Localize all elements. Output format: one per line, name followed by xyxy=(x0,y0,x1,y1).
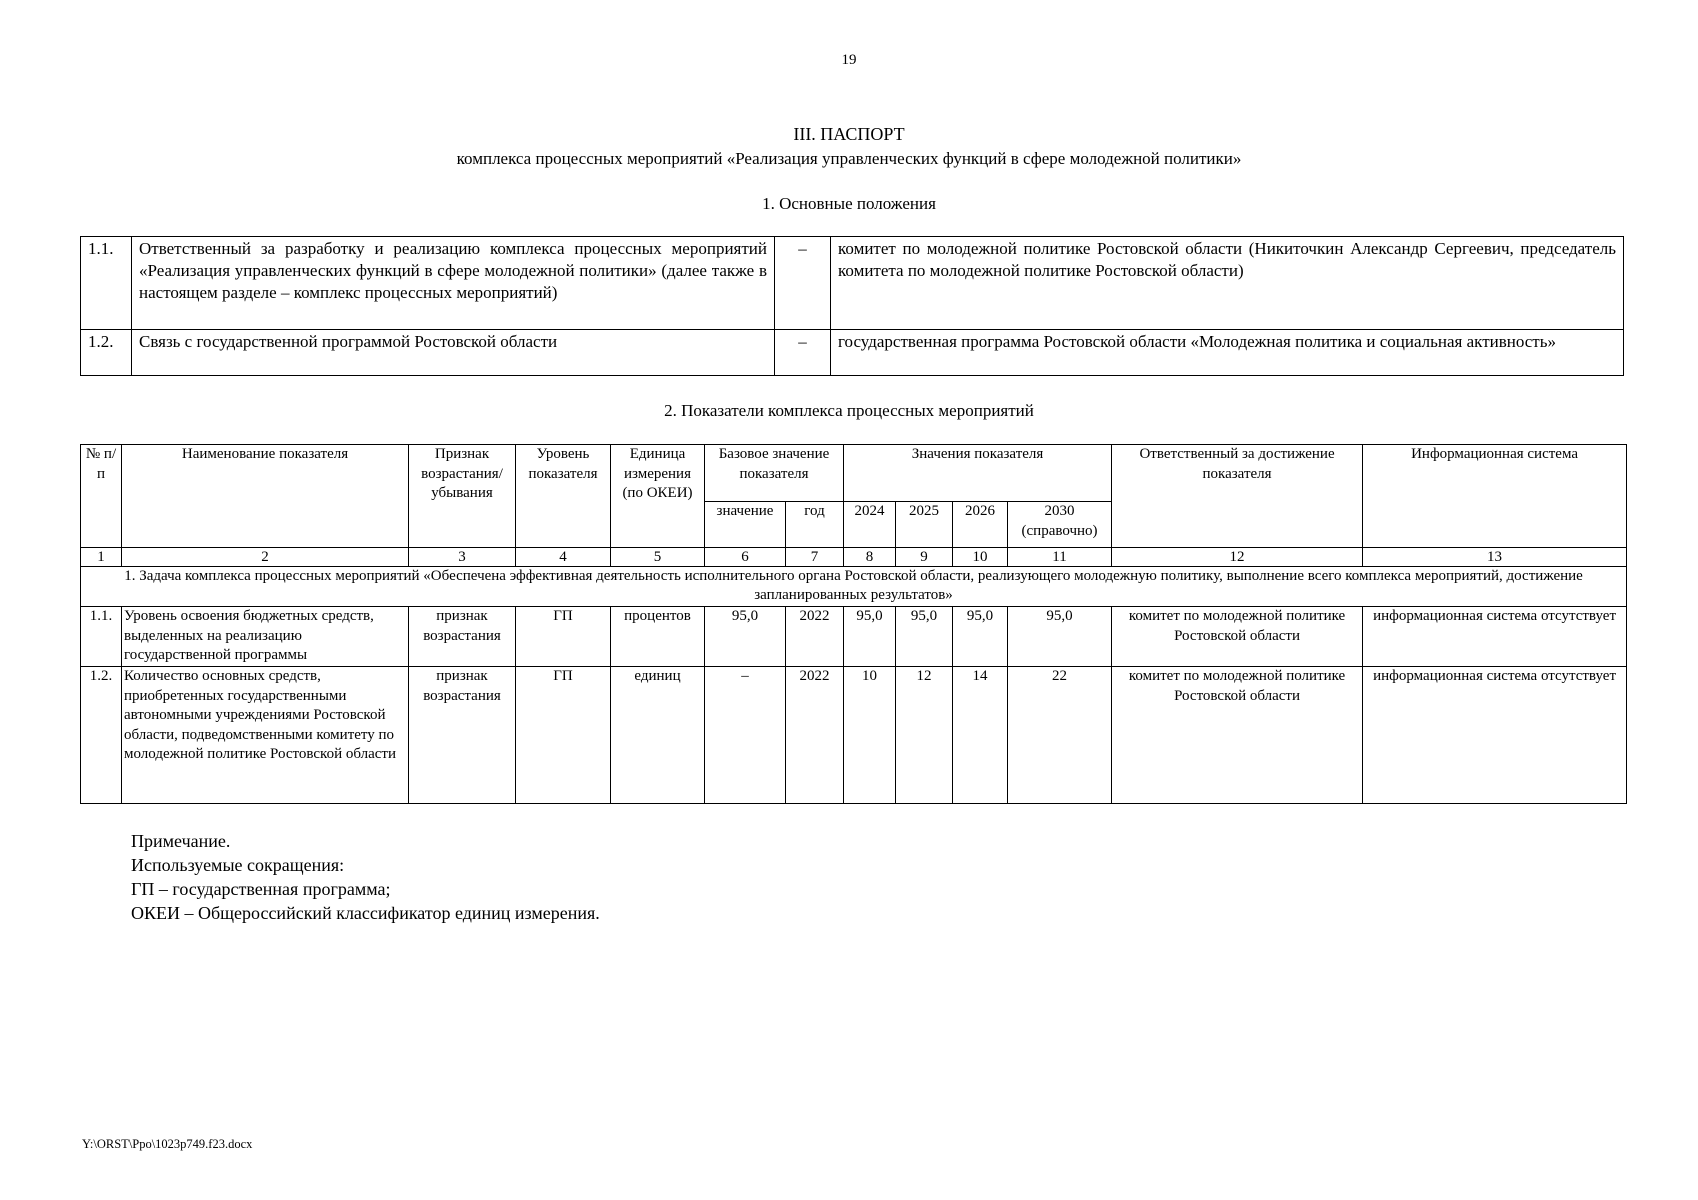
basic-provisions-table xyxy=(80,236,1624,376)
header-2030: 2030 (справочно) xyxy=(1008,502,1112,548)
column-number: 3 xyxy=(409,548,516,567)
row-value: комитет по молодежной политике Ростовской области (Никиточкин Александр Сергеевич, председатель комитета по молодежной политике Ростовской области) xyxy=(831,237,1624,330)
column-number: 13 xyxy=(1363,548,1627,567)
header-2026: 2026 xyxy=(953,502,1008,548)
indicators-table xyxy=(80,444,1627,804)
section2-heading: 2. Показатели комплекса процессных мероприятий xyxy=(664,401,1034,420)
base-year: 2022 xyxy=(786,667,844,804)
value-2025: 12 xyxy=(896,667,953,804)
row-number: 1.2. xyxy=(81,667,122,804)
header-num: № п/п xyxy=(81,445,122,548)
indicator-sign: признак возрастания xyxy=(409,607,516,667)
row-name: Связь с государственной программой Ростовской области xyxy=(132,330,775,376)
column-number: 4 xyxy=(516,548,611,567)
header-2025: 2025 xyxy=(896,502,953,548)
row-number: 1.1. xyxy=(81,237,132,330)
column-number: 11 xyxy=(1008,548,1112,567)
value-2030: 95,0 xyxy=(1008,607,1112,667)
indicator-level: ГП xyxy=(516,607,611,667)
column-number: 2 xyxy=(122,548,409,567)
header-level: Уровень показателя xyxy=(516,445,611,548)
section1-heading: 1. Основные положения xyxy=(762,194,936,213)
column-number: 7 xyxy=(786,548,844,567)
indicator-level: ГП xyxy=(516,667,611,804)
notes-abbr-title: Используемые сокращения: xyxy=(131,855,345,875)
value-2030: 22 xyxy=(1008,667,1112,804)
value-2025: 95,0 xyxy=(896,607,953,667)
base-value: 95,0 xyxy=(705,607,786,667)
footer-file-path: Y:\ORST\Ppo\1023p749.f23.docx xyxy=(82,1137,253,1151)
passport-title: III. ПАСПОРТ xyxy=(793,124,905,144)
row-number: 1.2. xyxy=(81,330,132,376)
header-2024: 2024 xyxy=(844,502,896,548)
column-number: 12 xyxy=(1112,548,1363,567)
value-2024: 10 xyxy=(844,667,896,804)
base-year: 2022 xyxy=(786,607,844,667)
notes xyxy=(131,829,600,925)
header-unit: Единица измерения (по ОКЕИ) xyxy=(611,445,705,548)
task-text: 1. Задача комплекса процессных мероприятий «Обеспечена эффективная деятельность исполнительного органа Ростовской области, реализующего молодежную политику, выполнение всего комплекса мероприятий, достижение запланированных результатов» xyxy=(81,567,1627,607)
header-base-value: значение xyxy=(705,502,786,548)
row-number: 1.1. xyxy=(81,607,122,667)
header-values: Значения показателя xyxy=(844,445,1112,502)
column-number: 6 xyxy=(705,548,786,567)
table-row xyxy=(81,667,1627,804)
notes-item: ОКЕИ – Общероссийский классификатор единиц измерения. xyxy=(131,903,600,923)
indicator-name: Уровень освоения бюджетных средств, выделенных на реализацию государственной программы xyxy=(122,607,409,667)
column-number: 5 xyxy=(611,548,705,567)
column-number: 9 xyxy=(896,548,953,567)
column-number: 10 xyxy=(953,548,1008,567)
column-number: 8 xyxy=(844,548,896,567)
header-responsible: Ответственный за достижение показателя xyxy=(1112,445,1363,548)
header-base: Базовое значение показателя xyxy=(705,445,844,502)
header-sign: Признак возрастания/ убывания xyxy=(409,445,516,548)
header-row xyxy=(81,445,1627,502)
indicator-name: Количество основных средств, приобретенных государственными автономными учреждениями Ростовской области, подведомственными комитету по молодежной политике Ростовской области xyxy=(122,667,409,804)
column-number-row xyxy=(81,548,1627,567)
header-name: Наименование показателя xyxy=(122,445,409,548)
row-name: Ответственный за разработку и реализацию комплекса процессных мероприятий «Реализация управленческих функций в сфере молодежной политики» (далее также в настоящем разделе – комплекс процессных мероприятий) xyxy=(132,237,775,330)
header-info: Информационная система xyxy=(1363,445,1627,548)
row-value: государственная программа Ростовской области «Молодежная политика и социальная активность» xyxy=(831,330,1624,376)
indicator-unit: процентов xyxy=(611,607,705,667)
responsible: комитет по молодежной политике Ростовской области xyxy=(1112,607,1363,667)
indicator-sign: признак возрастания xyxy=(409,667,516,804)
page-number: 19 xyxy=(841,52,857,68)
passport-subtitle: комплекса процессных мероприятий «Реализация управленческих функций в сфере молодежной политики» xyxy=(456,149,1242,168)
column-number: 1 xyxy=(81,548,122,567)
row-dash: – xyxy=(775,237,831,330)
row-dash: – xyxy=(775,330,831,376)
info-system: информационная система отсутствует xyxy=(1363,667,1627,804)
value-2024: 95,0 xyxy=(844,607,896,667)
value-2026: 14 xyxy=(953,667,1008,804)
notes-title: Примечание. xyxy=(131,831,231,851)
info-system: информационная система отсутствует xyxy=(1363,607,1627,667)
table-row xyxy=(81,237,1624,330)
indicator-unit: единиц xyxy=(611,667,705,804)
base-value: – xyxy=(705,667,786,804)
responsible: комитет по молодежной политике Ростовской области xyxy=(1112,667,1363,804)
header-base-year: год xyxy=(786,502,844,548)
table-row xyxy=(81,330,1624,376)
value-2026: 95,0 xyxy=(953,607,1008,667)
table-row xyxy=(81,607,1627,667)
task-row xyxy=(81,567,1627,607)
notes-item: ГП – государственная программа; xyxy=(131,879,391,899)
